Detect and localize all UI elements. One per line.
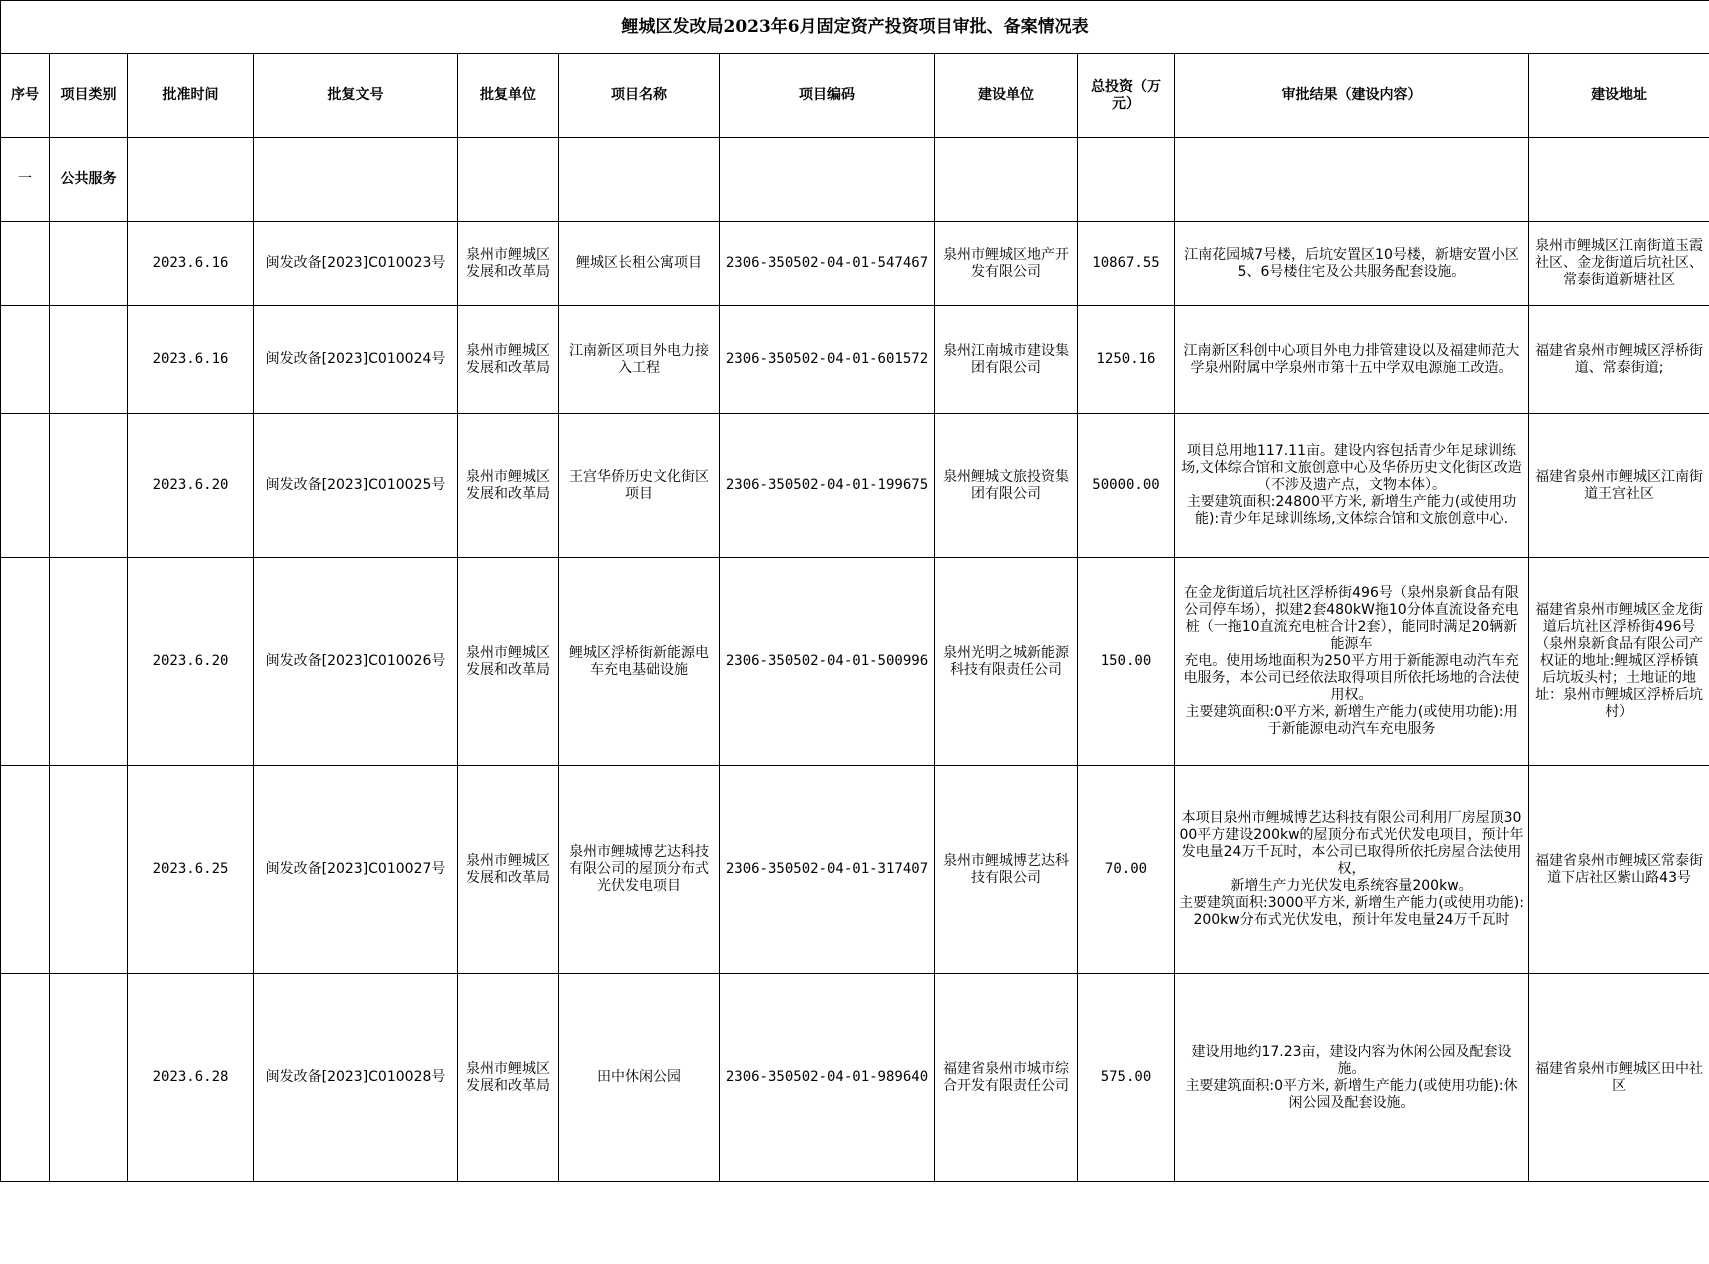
result-cell: 项目总用地117.11亩。建设内容包括青少年足球训练场,文体综合馆和文旅创意中心及华侨历史文化街区改造（不涉及遗产点，文物本体）。 主要建筑面积:24800平方米, 新增生产能力(或使用功能):青少年足球训练场,文体综合馆和文旅创意中心. — [1175, 414, 1529, 558]
address-cell: 福建省泉州市鲤城区常泰街道下店社区紫山路43号 — [1529, 766, 1709, 974]
table-row — [1, 222, 1709, 306]
empty-cell — [254, 138, 458, 222]
project-name-cell: 泉州市鲤城博艺达科技有限公司的屋顶分布式光伏发电项目 — [559, 766, 720, 974]
header-project-code: 项目编码 — [720, 54, 935, 138]
total-investment-cell: 575.00 — [1078, 974, 1175, 1182]
seq-cell — [1, 974, 50, 1182]
table-row — [1, 306, 1709, 414]
approval-unit-cell: 泉州市鲤城区发展和改革局 — [458, 222, 559, 306]
category-cell — [50, 222, 128, 306]
approval-date-cell: 2023.6.16 — [128, 306, 254, 414]
empty-cell — [559, 138, 720, 222]
builder-cell: 泉州光明之城新能源科技有限责任公司 — [935, 558, 1078, 766]
approval-date-cell: 2023.6.28 — [128, 974, 254, 1182]
address-cell: 泉州市鲤城区江南街道玉霞社区、金龙街道后坑社区、常泰街道新塘社区 — [1529, 222, 1709, 306]
total-investment-cell: 1250.16 — [1078, 306, 1175, 414]
header-category: 项目类别 — [50, 54, 128, 138]
category-seq: 一 — [1, 138, 50, 222]
result-cell: 江南新区科创中心项目外电力排管建设以及福建师范大学泉州附属中学泉州市第十五中学双电源施工改造。 — [1175, 306, 1529, 414]
approval-doc-cell: 闽发改备[2023]C010024号 — [254, 306, 458, 414]
header-address: 建设地址 — [1529, 54, 1709, 138]
builder-cell: 泉州市鲤城区地产开发有限公司 — [935, 222, 1078, 306]
approval-unit-cell: 泉州市鲤城区发展和改革局 — [458, 306, 559, 414]
approval-unit-cell: 泉州市鲤城区发展和改革局 — [458, 766, 559, 974]
header-approval-doc: 批复文号 — [254, 54, 458, 138]
header-seq: 序号 — [1, 54, 50, 138]
approval-unit-cell: 泉州市鲤城区发展和改革局 — [458, 558, 559, 766]
empty-cell — [128, 138, 254, 222]
empty-cell — [720, 138, 935, 222]
approval-date-cell: 2023.6.20 — [128, 558, 254, 766]
category-cell — [50, 414, 128, 558]
approval-date-cell: 2023.6.25 — [128, 766, 254, 974]
project-name-cell: 王宫华侨历史文化街区项目 — [559, 414, 720, 558]
empty-cell — [935, 138, 1078, 222]
category-cell — [50, 974, 128, 1182]
approval-date-cell: 2023.6.20 — [128, 414, 254, 558]
header-row — [1, 54, 1709, 138]
approval-unit-cell: 泉州市鲤城区发展和改革局 — [458, 974, 559, 1182]
table-row — [1, 558, 1709, 766]
project-name-cell: 江南新区项目外电力接入工程 — [559, 306, 720, 414]
table-row — [1, 414, 1709, 558]
category-cell — [50, 558, 128, 766]
header-builder: 建设单位 — [935, 54, 1078, 138]
table-title: 鲤城区发改局2023年6月固定资产投资项目审批、备案情况表 — [1, 1, 1709, 54]
header-approval-date: 批准时间 — [128, 54, 254, 138]
approval-doc-cell: 闽发改备[2023]C010028号 — [254, 974, 458, 1182]
seq-cell — [1, 222, 50, 306]
empty-cell — [1078, 138, 1175, 222]
address-cell: 福建省泉州市鲤城区浮桥街道、常泰街道; — [1529, 306, 1709, 414]
builder-cell: 泉州江南城市建设集团有限公司 — [935, 306, 1078, 414]
approval-doc-cell: 闽发改备[2023]C010023号 — [254, 222, 458, 306]
address-cell: 福建省泉州市鲤城区田中社区 — [1529, 974, 1709, 1182]
address-cell: 福建省泉州市鲤城区金龙街道后坑社区浮桥街496号（泉州泉新食品有限公司产权证的地址:鲤城区浮桥镇后坑坂头村；土地证的地址：泉州市鲤城区浮桥后坑村） — [1529, 558, 1709, 766]
header-approval-unit: 批复单位 — [458, 54, 559, 138]
builder-cell: 福建省泉州市城市综合开发有限责任公司 — [935, 974, 1078, 1182]
empty-cell — [1529, 138, 1709, 222]
result-cell: 本项目泉州市鲤城博艺达科技有限公司利用厂房屋顶3000平方建设200kw的屋顶分布式光伏发电项目，预计年发电量24万千瓦时，本公司已取得所依托房屋合法使用权， 新增生产力光伏发电系统容量200kw。 主要建筑面积:3000平方米, 新增生产能力(或使用功能):200kw分布式光伏发电，预计年发电量24万千瓦时 — [1175, 766, 1529, 974]
seq-cell — [1, 558, 50, 766]
project-code-cell: 2306-350502-04-01-547467 — [720, 222, 935, 306]
project-code-cell: 2306-350502-04-01-989640 — [720, 974, 935, 1182]
project-name-cell: 鲤城区长租公寓项目 — [559, 222, 720, 306]
category-cell — [50, 766, 128, 974]
category-label: 公共服务 — [50, 138, 128, 222]
project-code-cell: 2306-350502-04-01-601572 — [720, 306, 935, 414]
seq-cell — [1, 306, 50, 414]
table-row — [1, 766, 1709, 974]
total-investment-cell: 150.00 — [1078, 558, 1175, 766]
approval-doc-cell: 闽发改备[2023]C010026号 — [254, 558, 458, 766]
approval-doc-cell: 闽发改备[2023]C010027号 — [254, 766, 458, 974]
approval-doc-cell: 闽发改备[2023]C010025号 — [254, 414, 458, 558]
seq-cell — [1, 414, 50, 558]
total-investment-cell: 70.00 — [1078, 766, 1175, 974]
total-investment-cell: 10867.55 — [1078, 222, 1175, 306]
project-name-cell: 鲤城区浮桥街新能源电车充电基础设施 — [559, 558, 720, 766]
address-cell: 福建省泉州市鲤城区江南街道王宫社区 — [1529, 414, 1709, 558]
result-cell: 建设用地约17.23亩，建设内容为休闲公园及配套设施。 主要建筑面积:0平方米, 新增生产能力(或使用功能):休闲公园及配套设施。 — [1175, 974, 1529, 1182]
header-total-investment: 总投资（万元） — [1078, 54, 1175, 138]
empty-cell — [458, 138, 559, 222]
approval-date-cell: 2023.6.16 — [128, 222, 254, 306]
category-row — [1, 138, 1709, 222]
result-cell: 在金龙街道后坑社区浮桥街496号（泉州泉新食品有限公司停车场），拟建2套480kW拖10分体直流设备充电桩（一拖10直流充电桩合计2套），能同时满足20辆新能源车 充电。使用场地面积为250平方用于新能源电动汽车充电服务，本公司已经依法取得项目所依托场地的合法使用权。 主要建筑面积:0平方米, 新增生产能力(或使用功能):用于新能源电动汽车充电服务 — [1175, 558, 1529, 766]
table-row — [1, 974, 1709, 1182]
project-code-cell: 2306-350502-04-01-317407 — [720, 766, 935, 974]
project-name-cell: 田中休闲公园 — [559, 974, 720, 1182]
header-result: 审批结果（建设内容） — [1175, 54, 1529, 138]
project-code-cell: 2306-350502-04-01-199675 — [720, 414, 935, 558]
category-cell — [50, 306, 128, 414]
builder-cell: 泉州市鲤城博艺达科技有限公司 — [935, 766, 1078, 974]
approval-unit-cell: 泉州市鲤城区发展和改革局 — [458, 414, 559, 558]
project-code-cell: 2306-350502-04-01-500996 — [720, 558, 935, 766]
seq-cell — [1, 766, 50, 974]
builder-cell: 泉州鲤城文旅投资集团有限公司 — [935, 414, 1078, 558]
empty-cell — [1175, 138, 1529, 222]
total-investment-cell: 50000.00 — [1078, 414, 1175, 558]
data-rows — [1, 222, 1709, 1182]
result-cell: 江南花园城7号楼，后坑安置区10号楼，新塘安置小区5、6号楼住宅及公共服务配套设施。 — [1175, 222, 1529, 306]
header-project-name: 项目名称 — [559, 54, 720, 138]
